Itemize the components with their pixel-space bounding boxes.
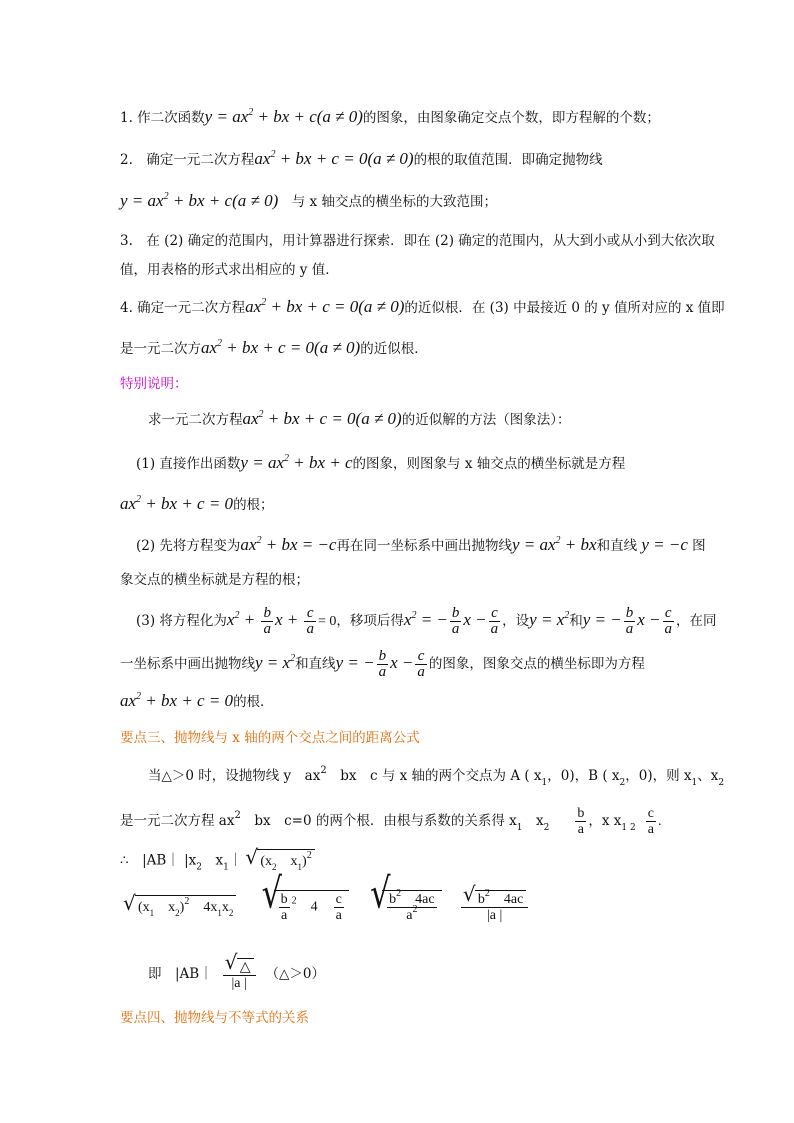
roots-text-b: bx c=0 的两个根．由根与系数的关系得 x bbox=[240, 813, 517, 829]
formula-y-x2: $y = x^2$ bbox=[529, 610, 570, 629]
method-1-text-a: (1) 直接作出函数 bbox=[136, 456, 241, 472]
distance-formula-2 bbox=[120, 890, 714, 930]
method-2 bbox=[136, 534, 714, 557]
method-3-text-c: ，设 bbox=[502, 613, 530, 629]
method-3-end bbox=[120, 690, 714, 713]
fraction-b-over-a: $\frac{b}{a}$ bbox=[451, 605, 460, 637]
sqrt-delta-over-abs-a: √ $\frac{\triangle}{|a |}$ bbox=[223, 958, 256, 991]
formula-normalized: $x^2$ + bbox=[226, 610, 260, 629]
step-4-cont-text-a: 是一元二次方 bbox=[120, 341, 201, 357]
method-2-text-c: 和直线 bbox=[596, 538, 638, 554]
distance-roots: 是一元二次方程 $ax^2$ bx c=0 的两个根．由根与系数的关系得 $x_1$ $x_2$ $\frac{b}{a}$ ，x $x_{1 2}$ $\frac{c}{a}$ . bbox=[120, 806, 662, 837]
formula-line: y = − bbox=[335, 653, 375, 672]
method-3: (3) 将方程化为$x^2$ + $\frac{b}{a}$ x + $\frac{c}{a}$ = 0，移项后得$x^2$ = − $\frac{b}{a}$ x − $\frac{c}{a}$ ，设$y = x^2$和y = − $\frac{b}{a}$ x − $\frac{c}{a}$ ，在同 bbox=[136, 605, 717, 637]
distance-intro: 当△＞0 时，设抛物线 y $ax^2$ bx c 与 x 轴的两个交点为 A ( $x_1$，0)，B ( $x_2$，0)，则 $x_1$、$x_2$ bbox=[148, 765, 725, 788]
sqrt-difference-squared: √ ($x_2$ $x_1)^2$ bbox=[245, 849, 314, 873]
distance-text-b: bx c 与 x 轴的两个交点为 A ( x bbox=[326, 768, 542, 784]
formula-line: y = − bbox=[582, 610, 622, 629]
roots-text-c: x bbox=[522, 813, 544, 829]
method-3-text-b: ，移项后得 bbox=[336, 613, 404, 629]
step-2-text-b: 的根的取值范围．即确定抛物线 bbox=[413, 152, 603, 168]
formula-quadratic-equation: $ax^2$ + bx + c = 0(a ≠ 0) bbox=[254, 149, 414, 168]
method-3-text-a: (3) 将方程化为 bbox=[136, 613, 227, 629]
distance-text-a: 当△＞0 时，设抛物线 y ax bbox=[148, 768, 321, 784]
method-3-end-text: 的根． bbox=[233, 694, 274, 710]
fraction-c-over-a: $\frac{c}{a}$ bbox=[664, 605, 673, 637]
step-2-cont bbox=[120, 190, 714, 213]
method-3-cont-text-a: 一坐标系中画出抛物线 bbox=[120, 656, 255, 672]
distance-text-e: 、x bbox=[697, 768, 719, 784]
method-1-text-b: 的图象，则图象与 x 轴交点的横坐标就是方程 bbox=[352, 456, 626, 472]
method-2-text-b: 再在同一坐标系中画出抛物线 bbox=[336, 538, 512, 554]
distance-text-d: ，0)，则 x bbox=[625, 768, 692, 784]
step-3: 3. 在 (2) 确定的范围内，用计算器进行探索．即在 (2) 确定的范围内，从大到小或从小到大依次取 bbox=[120, 233, 715, 249]
method-1-cont-text: 的根； bbox=[233, 497, 274, 513]
sqrt-coefficient-form: √ $\frac{b}{a}$ $^2$ 4 $\frac{c}{a}$ bbox=[262, 890, 349, 923]
formula-equation: $ax^2$ + bx + c = 0 bbox=[120, 494, 234, 513]
result-text-a: 即 |AB｜ bbox=[148, 966, 213, 982]
formula-transformed: $ax^2$ + bx = −c bbox=[240, 535, 337, 554]
fraction-b-over-a: $\frac{b}{a}$ bbox=[263, 605, 271, 637]
formula-quadratic-equation: $ax^2$ + bx + c = 0(a ≠ 0) bbox=[245, 297, 405, 316]
formula-moved: $x^2$ = − bbox=[403, 610, 448, 629]
method-2-cont: 象交点的横坐标就是方程的根； bbox=[120, 572, 309, 588]
step-4-text-a: 4. 确定一元二次方程 bbox=[120, 300, 246, 316]
formula-quadratic-equation: $ax^2$ + bx + c = 0(a ≠ 0) bbox=[201, 338, 361, 357]
method-1-cont bbox=[120, 493, 714, 516]
fraction-c-over-a: $\frac{c}{a}$ bbox=[417, 648, 425, 680]
step-4-cont bbox=[120, 337, 714, 360]
method-3-text-e: ，在同 bbox=[676, 613, 717, 629]
formula-parabola: $y = ax^2$ + bx bbox=[511, 535, 597, 554]
point-3-heading: 要点三、抛物线与 x 轴的两个交点之间的距离公式 bbox=[120, 730, 420, 746]
distance-text-c: ，0)，B ( x bbox=[547, 768, 620, 784]
fraction-c-over-a: $\frac{c}{a}$ bbox=[306, 605, 314, 637]
abs-text-a: ∴ |AB｜ |x bbox=[120, 852, 197, 869]
sqrt-over-abs-a: √ $\frac{b^2 4ac}{|a |}$ bbox=[461, 890, 528, 923]
sqrt-over-a-squared: √ $\frac{b^2 4ac}{a^2}$ bbox=[370, 890, 441, 923]
fraction-b-over-a: $\frac{b}{a}$ bbox=[577, 806, 585, 837]
method-2-text-a: (2) 先将方程变为 bbox=[136, 538, 241, 554]
step-3-cont: 值，用表格的形式求出相应的 y 值． bbox=[120, 262, 339, 278]
roots-text-d: ，x x bbox=[588, 813, 622, 829]
method-3-cont-text-c: 的图象，图象交点的横坐标即为方程 bbox=[428, 656, 645, 672]
step-1 bbox=[120, 106, 714, 129]
formula-equation: $ax^2$ + bx + c = 0 bbox=[120, 691, 234, 710]
formula-quadratic-equation: $ax^2$ + bx + c = 0(a ≠ 0) bbox=[242, 409, 402, 428]
step-2-cont-text: 与 x 轴交点的横坐标的大致范围； bbox=[278, 194, 497, 210]
approx-method-intro bbox=[148, 408, 714, 431]
approx-method-text-a: 求一元二次方程 bbox=[148, 412, 243, 428]
fraction-c-over-a: $\frac{c}{a}$ bbox=[490, 605, 499, 637]
point-4-heading: 要点四、抛物线与不等式的关系 bbox=[120, 1010, 309, 1026]
formula-function: $y = ax^2$ + bx + c bbox=[240, 453, 353, 472]
step-2-text-a: 2. 确定一元二次方程 bbox=[120, 152, 255, 168]
step-1-text-a: 1. 作二次函数 bbox=[120, 110, 205, 126]
distance-formula-1: ∴ |AB｜ $|x_2$ $x_1|√$ ($x_2$ $x_1)^2$ bbox=[120, 849, 714, 873]
step-2 bbox=[120, 148, 714, 171]
result-text-b: （△＞0） bbox=[265, 966, 325, 982]
fraction-b-over-a: $\frac{b}{a}$ bbox=[625, 605, 634, 637]
step-4-text-b: 的近似根．在 (3) 中最接近 0 的 y 值所对应的 x 值即 bbox=[404, 300, 725, 316]
method-3-cont: 一坐标系中画出抛物线$y = x^2$和直线y = − $\frac{b}{a}$ x − $\frac{c}{a}$ 的图象，图象交点的横坐标即为方程 bbox=[120, 648, 645, 680]
special-note-heading: 特别说明： bbox=[120, 376, 188, 392]
step-4-cont-text-b: 的近似根． bbox=[360, 341, 428, 357]
formula-line: y = −c bbox=[637, 535, 693, 554]
step-1-text-b: 的图象，由图象确定交点个数，即方程解的个数； bbox=[362, 110, 660, 126]
fraction-c-over-a: $\frac{c}{a}$ bbox=[647, 806, 654, 837]
formula-parabola: $y = ax^2$ + bx + c(a ≠ 0) bbox=[120, 191, 279, 210]
formula-quadratic-function: $y = ax^2$ + bx + c(a ≠ 0) bbox=[204, 107, 363, 126]
method-1 bbox=[136, 452, 714, 475]
step-4 bbox=[120, 296, 725, 319]
abs-text-b: x bbox=[202, 852, 224, 869]
fraction-b-over-a: $\frac{b}{a}$ bbox=[378, 648, 387, 680]
method-3-text-d: 和 bbox=[569, 613, 583, 629]
approx-method-text-b: 的近似解的方法（图象法）： bbox=[401, 412, 571, 428]
abs-text-c: ｜ bbox=[228, 852, 243, 869]
method-3-cont-text-b: 和直线 bbox=[295, 656, 336, 672]
method-2-text-d: 图 bbox=[692, 538, 706, 554]
distance-result bbox=[148, 958, 714, 991]
roots-text-a: 是一元二次方程 ax bbox=[120, 813, 235, 829]
sqrt-sum-form: √ ($x_1$ $x_2)^2$ $4x_1x_2$ bbox=[123, 895, 236, 919]
formula-y-x2: $y = x^2$ bbox=[255, 653, 296, 672]
